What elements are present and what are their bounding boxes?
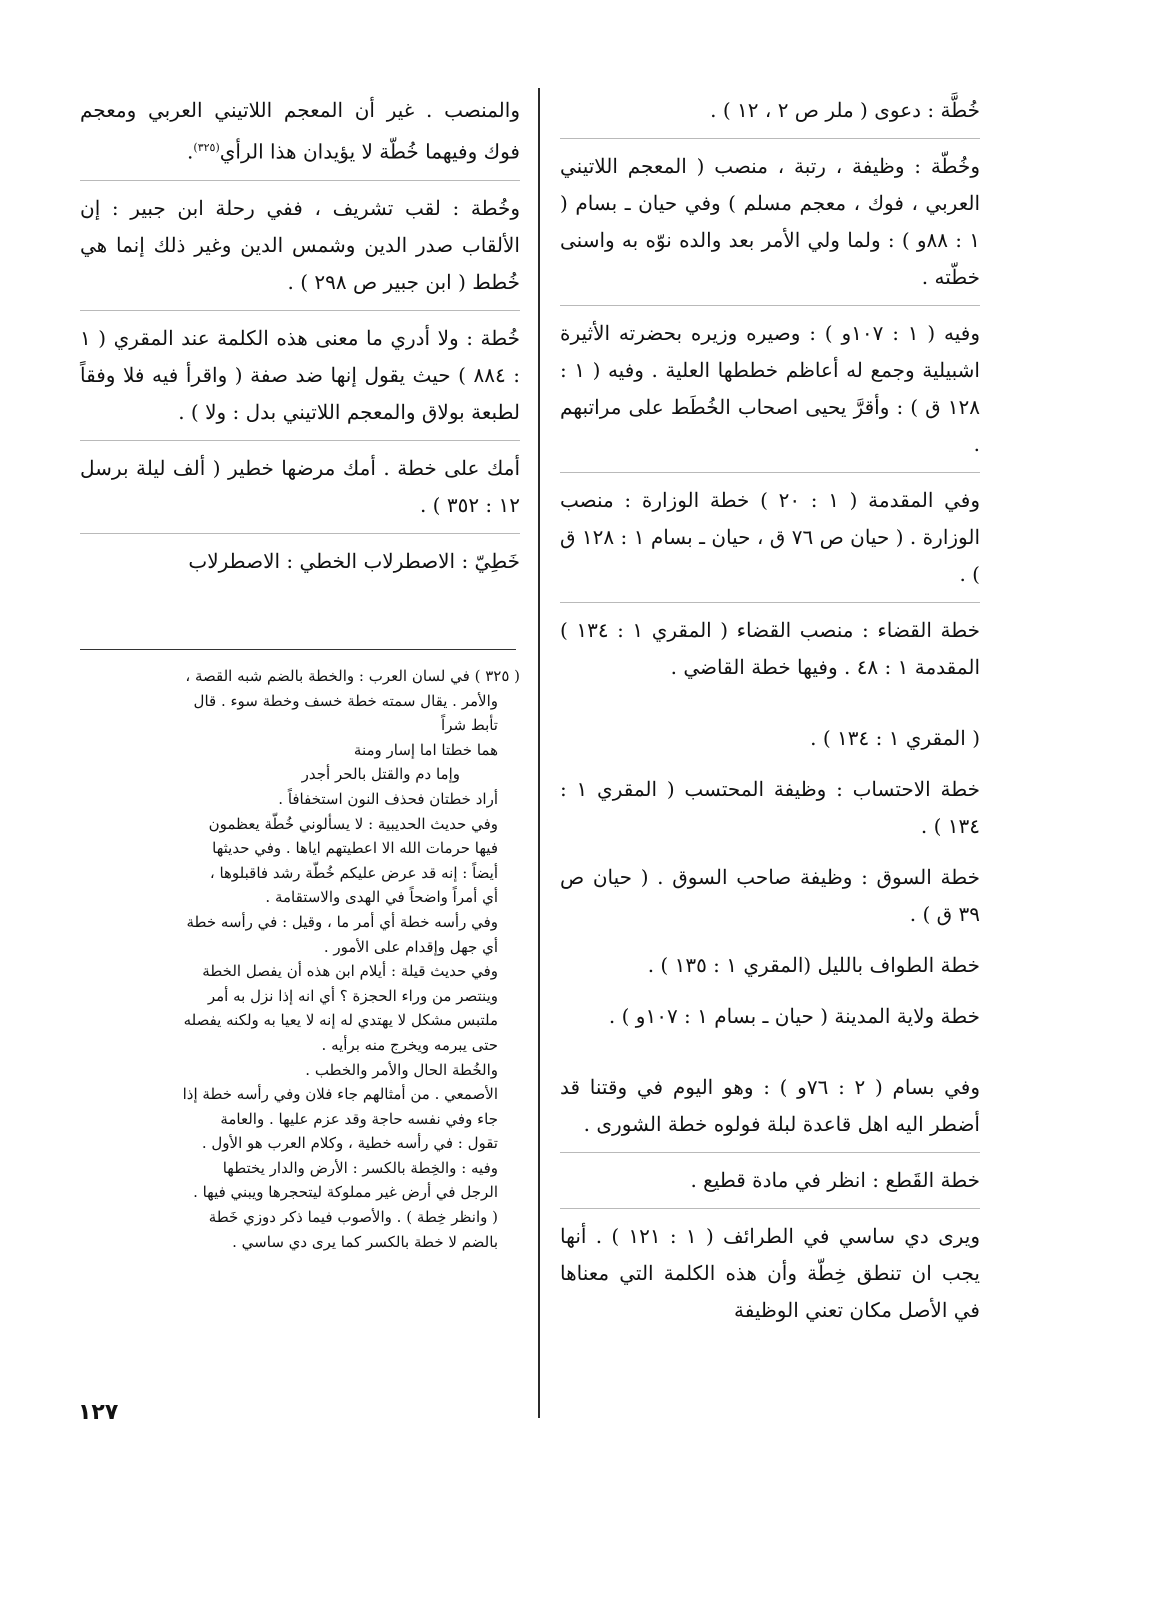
footnote-rule xyxy=(80,649,516,650)
footnote-line: ملتبس مشكل لا يهتدي له إنه لا يعيا به ولكنه يفصله xyxy=(183,1011,498,1030)
footnote-line: أي أمراً واضحاً في الهدى والاستقامة . xyxy=(265,888,498,907)
footnote-line: أي جهل وإقدام على الأمور . xyxy=(323,937,498,956)
entry-khuttat-ihtisab: خطة الاحتساب : وظيفة المحتسب ( المقري ١ : ١٣٤ ) . xyxy=(560,777,980,838)
footnote-line: فيها حرمات الله الا اعطيتهم اياها . وفي حديثها xyxy=(212,839,498,858)
entry-khutat-alia: وفيه ( ١ : ١٠٧و ) : وصيره وزيره بحضرته الأثيرة اشبيلية وجمع له أعاظم خططها العلية . وفيه ( ١ : ١٢٨ ق ) : وأقرَّ يحيى اصحاب الخُطَط على مراتبهم . xyxy=(560,321,981,456)
column-divider xyxy=(538,88,540,1418)
footnote-line: الأصمعي . من أمثالهم جاء فلان وفي رأسه خطة إذا xyxy=(182,1085,498,1104)
entry-ummuk-ala-khutta: أمك على خطة . أمك مرضها خطير ( ألف ليلة برسل ١٢ : ٣٥٢ ) . xyxy=(80,455,520,517)
page-number: ١٢٧ xyxy=(78,1400,119,1425)
entry-khuttat-wilaya: خطة ولاية المدينة ( حيان ـ بسام ١ : ١٠٧و ) . xyxy=(608,1004,980,1028)
entry-khutta-maqqari: خُطة : ولا أدري ما معنى هذه الكلمة عند المقري ( ١ : ٨٨٤ ) حيث يقول إنها ضد صفة ( واقرأ فيه فلا وفقاً لطبعة بولاق والمعجم اللاتيني بدل : ولا ) . xyxy=(80,325,520,424)
entry-khuttat-tawaf: خطة الطواف بالليل (المقري ١ : ١٣٥ ) . xyxy=(647,953,980,977)
footnote-line: وإما دم والقتل بالحر أجدر xyxy=(301,765,460,784)
entry-separator xyxy=(560,138,980,139)
footnote-line: تقول : في رأسه خطية ، وكلام العرب هو الأول . xyxy=(201,1134,498,1153)
footnote-line: تأبط شراً xyxy=(441,716,498,735)
entry-khuttat-qada: خطة القضاء : منصب القضاء ( المقري ١ : ١٣٤ ) المقدمة ١ : ٤٨ . وفيها خطة القاضي . xyxy=(560,618,980,679)
entry-separator xyxy=(80,180,520,181)
footnote-line: والأمر . يقال سمته خطة خسف وخطة سوء . قال xyxy=(193,691,498,710)
footnote-line: وفي رأسه خطة أي أمر ما ، وقيل : في رأسه خطة xyxy=(186,912,498,931)
entry-khutta-wazifa: وخُطّة : وظيفة ، رتبة ، منصب ( المعجم اللاتيني العربي ، فوك ، معجم مسلم ) وفي حيان ـ بسام ( ١ : ٨٨و ) : ولما ولي الأمر بعد والده نوّه به واسنى خطّته . xyxy=(560,154,981,289)
entry-separator xyxy=(560,1152,980,1153)
footnote-line: وفي حديث الحديبية : لا يسألوني خُطّة يعظمون xyxy=(208,814,498,833)
footnote-line: وفي حديث قيلة : أيلام ابن هذه أن يفصل الخطة xyxy=(202,962,498,981)
entry-separator xyxy=(560,602,980,603)
footnote-line: ( ٣٢٥ ) في لسان العرب : والخطة بالضم شبه القصة ، xyxy=(185,667,520,685)
entry-maqqari-ref: ( المقري ١ : ١٣٤ ) . xyxy=(810,726,980,750)
entry-separator xyxy=(560,472,980,473)
footnote-line: بالضم لا خطة بالكسر كما يرى دي ساسي . xyxy=(232,1232,498,1251)
footnote-line: أيضاً : إنه قد عرض عليكم خُطّة رشد فاقبلوها ، xyxy=(209,863,498,882)
footnote-line: هما خطتا اما إسار ومنة xyxy=(353,740,498,759)
footnotes xyxy=(70,664,520,1254)
footnote-line: أراد خطتان فحذف النون استخفافاً . xyxy=(278,789,498,808)
entry-khuttat-qat: خطة القَطع : انظر في مادة قطيع . xyxy=(690,1168,980,1192)
footnote-line: ( وانظر خِطة ) . والأصوب فيما ذكر دوزي خَطة xyxy=(208,1208,498,1227)
footnote-line: وينتصر من وراء الحجزة ؟ أي انه إذا نزل به أمر xyxy=(207,986,498,1005)
entry-separator xyxy=(560,1208,980,1209)
entry-separator xyxy=(80,440,520,441)
footnote-marker: (٣٢٥) xyxy=(193,141,220,154)
entry-separator xyxy=(80,533,520,534)
footnote-line: جاء وفي نفسه حاجة وقد عزم عليها . والعامة xyxy=(220,1109,498,1128)
entry-khuttat-suq: خطة السوق : وظيفة صاحب السوق . ( حيان ص ٣٩ ق ) . xyxy=(560,865,980,926)
footnote-line: حتى يبرمه ويخرج منه برأيه . xyxy=(321,1035,498,1054)
entry-khutta-dawa: خُطَّة : دعوى ( ملر ص ٢ ، ١٢ ) . xyxy=(710,98,980,122)
entry-separator xyxy=(80,310,520,311)
left-column xyxy=(80,92,520,580)
entry-laqab-tashrif: وخُطة : لقب تشريف ، ففي رحلة ابن جبير : إن الألقاب صدر الدين وشمس الدين وغير ذلك إنما هي خُطط ( ابن جبير ص ٢٩٨ ) . xyxy=(80,195,520,294)
right-column xyxy=(560,92,980,1329)
entry-separator xyxy=(560,305,980,306)
entry-khuttat-wizara: وفي المقدمة ( ١ : ٢٠ ) خطة الوزارة : منصب الوزارة . ( حيان ص ٧٦ ق ، حيان ـ بسام ١ : ١٢٨ ق ) . xyxy=(560,488,981,586)
entry-khatti-astrolabe: خَطِيّ : الاصطرلاب الخطي : الاصطرلاب xyxy=(188,548,520,573)
footnote-line: والخُطة الحال والأمر والخطب . xyxy=(305,1060,498,1079)
footnote-line: الرجل في أرض غير مملوكة ليتحجرها ويبني فيها . xyxy=(193,1183,498,1202)
footnote-line: وفيه : والخِطة بالكسر : الأرض والدار يختطها xyxy=(222,1158,498,1177)
entry-khuttat-shura: وفي بسام ( ٢ : ٧٦و ) : وهو اليوم في وقتنا قد أضطر اليه اهل قاعدة لبلة فولوه خطة الشورى . xyxy=(560,1075,981,1136)
entry-continued-mansib: والمنصب . غير أن المعجم اللاتيني العربي ومعجم فوك وفيهما خُطّة لا يؤيدان هذا الرأي$^{(٣٢٥)}$. xyxy=(80,98,520,164)
entry-de-sacy: ويرى دي ساسي في الطرائف ( ١ : ١٢١ ) . أنها يجب ان تنطق خِطّة وأن هذه الكلمة التي معناها في الأصل مكان تعني الوظيفة xyxy=(560,1224,980,1322)
